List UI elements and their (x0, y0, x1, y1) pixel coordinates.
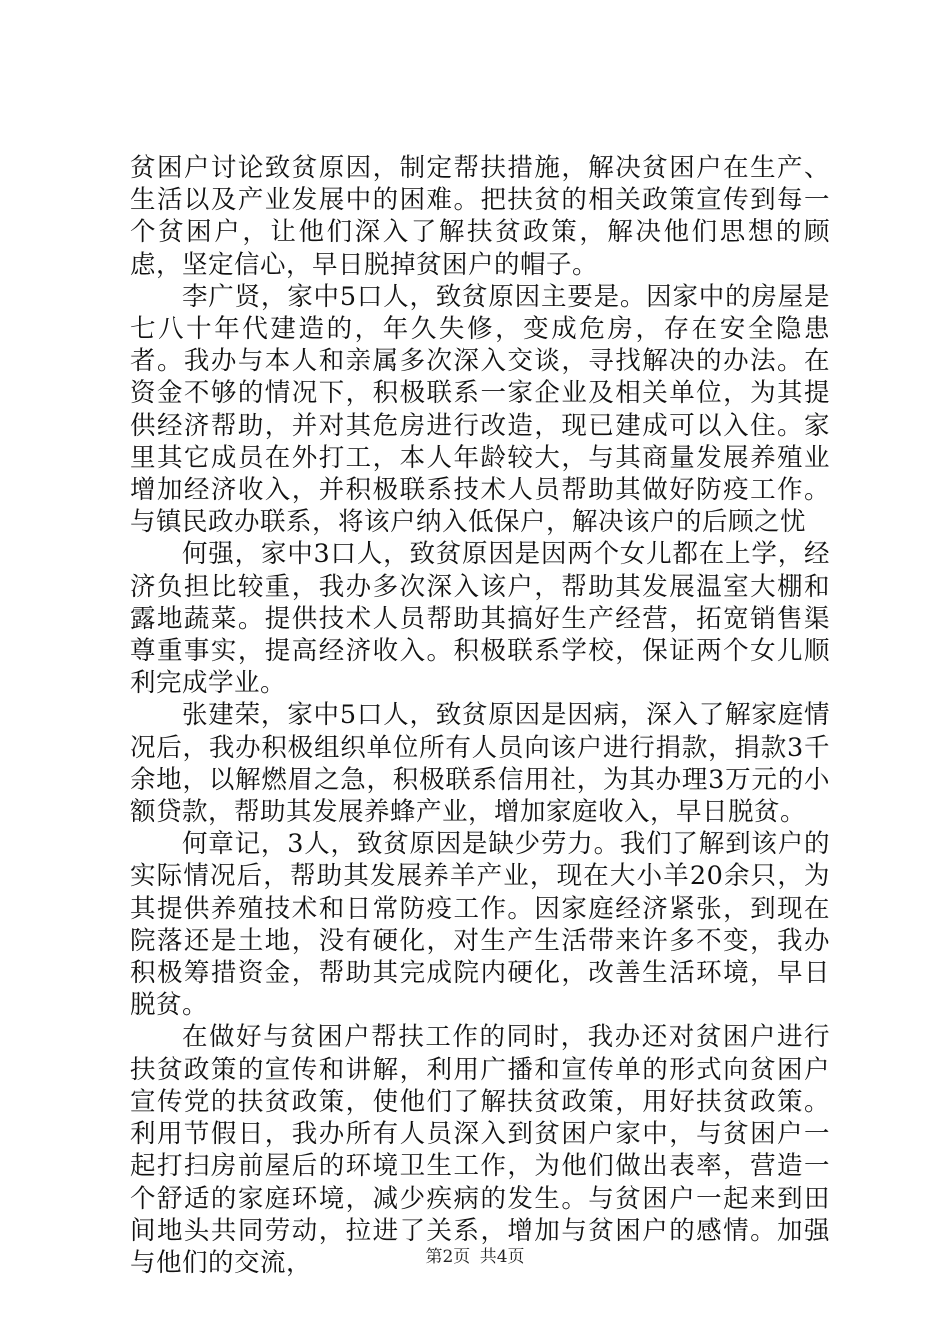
page-number-total: 共4页 (479, 1247, 525, 1267)
paragraph-he-qiang: 何强，家中3口人，致贫原因是因两个女儿都在上学，经济负担比较重，我办多次深入该户，帮助其发展温室大棚和露地蔬菜。提供技术人员帮助其搞好生产经营，拓宽销售渠尊重事实，提高经济收入。积极联系学校，保证两个女儿顺利完成学业。 (130, 539, 830, 699)
paragraph-li-guangxian: 李广贤，家中5口人，致贫原因主要是。因家中的房屋是七八十年代建造的，年久失修，变成危房，存在安全隐患者。我办与本人和亲属多次深入交谈，寻找解决的办法。在资金不够的情况下，积极联系一家企业及相关单位，为其提供经济帮助，并对其危房进行改造，现已建成可以入住。家里其它成员在外打工，本人年龄较大，与其商量发展养殖业增加经济收入，并积极联系技术人员帮助其做好防疫工作。与镇民政办联系，将该户纳入低保户，解决该户的后顾之忧 (130, 281, 830, 538)
paragraph-zhang-jianrong: 张建荣，家中5口人，致贫原因是因病，深入了解家庭情况后，我办积极组织单位所有人员向该户进行捐款，捐款3千余地，以解燃眉之急，积极联系信用社，为其办理3万元的小额贷款，帮助其发展养蜂产业，增加家庭收入，早日脱贫。 (130, 700, 830, 828)
document-body (130, 152, 830, 1279)
paragraph-continuation: 贫困户讨论致贫原因，制定帮扶措施，解决贫困户在生产、生活以及产业发展中的困难。把扶贫的相关政策宣传到每一个贫困户，让他们深入了解扶贫政策，解决他们思想的顾虑，坚定信心，早日脱掉贫困户的帽子。 (130, 153, 830, 280)
paragraph-policy-publicity: 在做好与贫困户帮扶工作的同时，我办还对贫困户进行扶贫政策的宣传和讲解，利用广播和宣传单的形式向贫困户宣传党的扶贫政策，使他们了解扶贫政策，用好扶贫政策。利用节假日，我办所有人员深入到贫困户家中，与贫困户一起打扫房前屋后的环境卫生工作，为他们做出表率，营造一个舒适的家庭环境，减少疾病的发生。与贫困户一起来到田间地头共同劳动，拉进了关系，增加与贫困户的感情。加强与他们的交流， (130, 1022, 830, 1278)
paragraph-he-zhangji: 何章记，3人，致贫原因是缺少劳力。我们了解到该户的实际情况后，帮助其发展养羊产业，现在大小羊20余只，为其提供养殖技术和日常防疫工作。因家庭经济紧张，到现在院落还是土地，没有硬化，对生产生活带来许多不变，我办积极筹措资金，帮助其完成院内硬化，改善生活环境，早日脱贫。 (130, 829, 830, 1021)
page-number-current: 第2页 (425, 1247, 471, 1267)
page-footer (0, 1246, 950, 1268)
